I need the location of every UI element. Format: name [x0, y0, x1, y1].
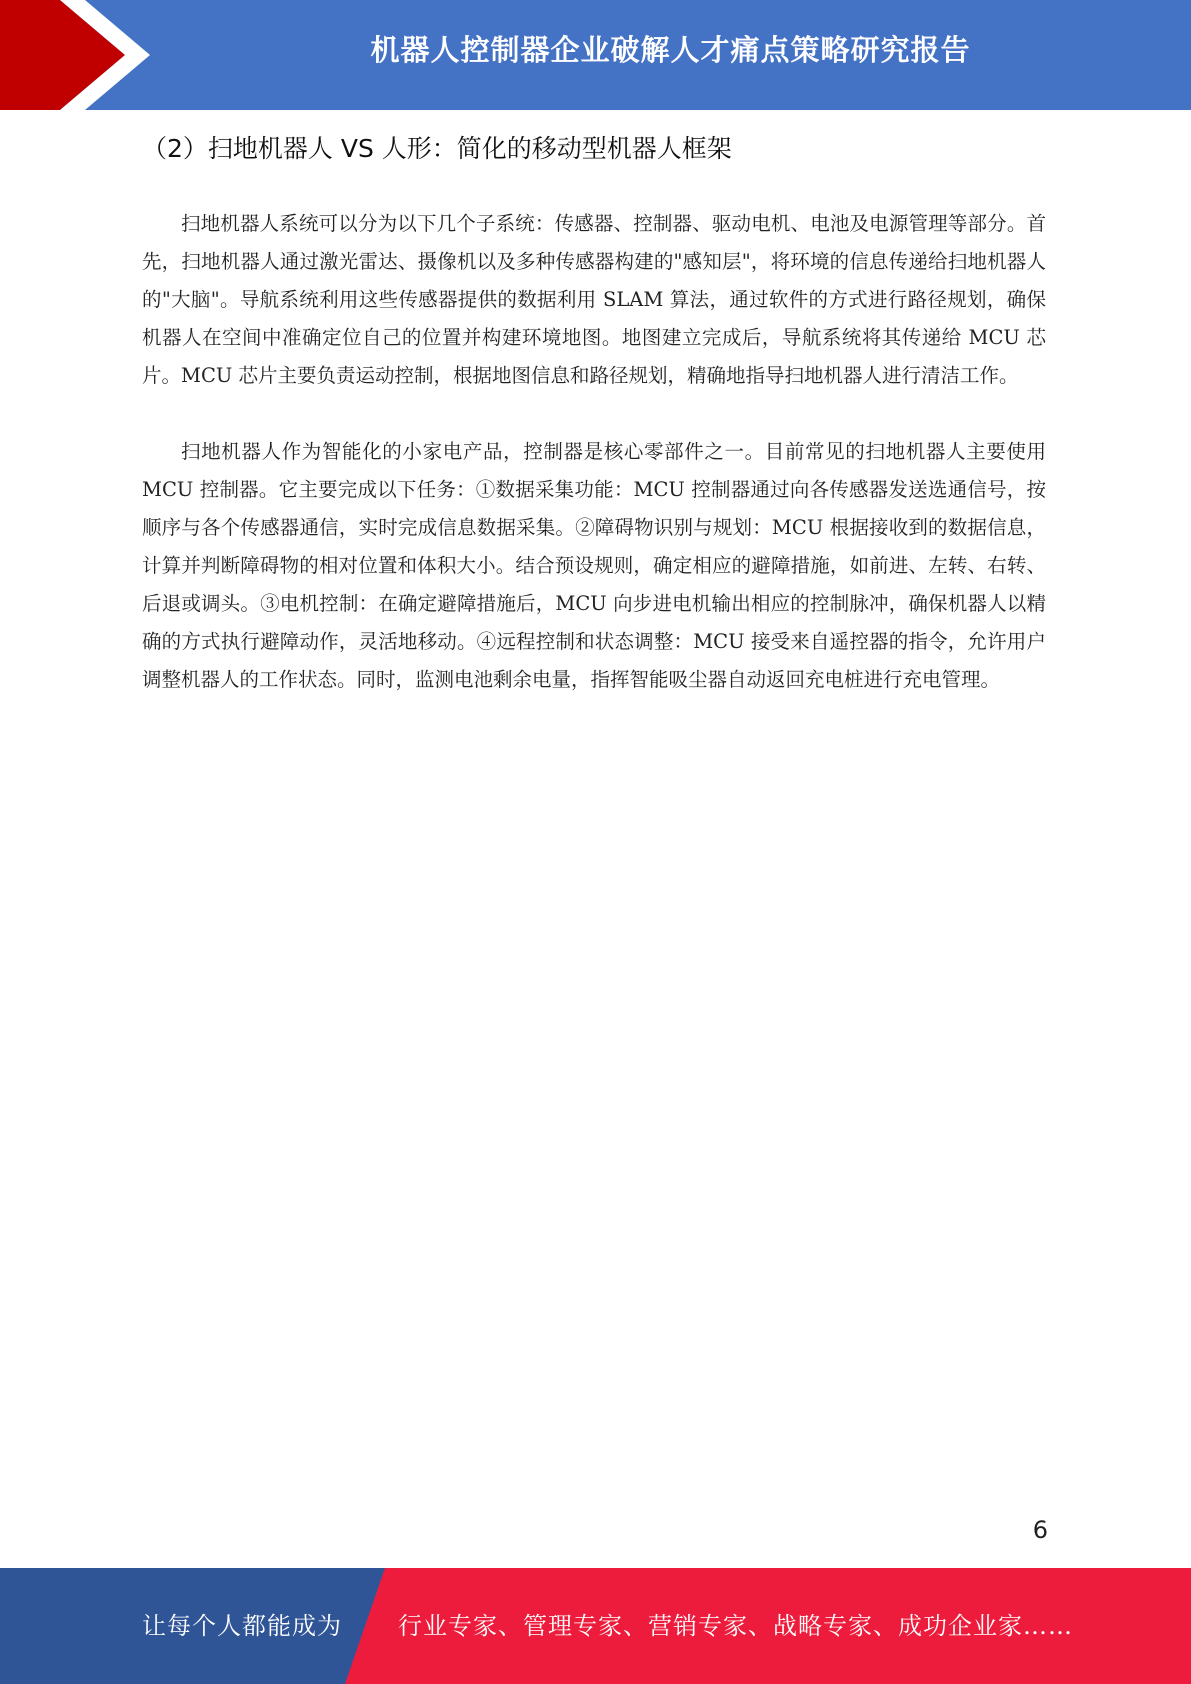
- footer-band: [0, 1568, 1191, 1684]
- footer-slogan-right: 行业专家、管理专家、营销专家、战略专家、成功企业家……: [398, 1612, 1073, 1640]
- paragraph: 扫地机器人作为智能化的小家电产品，控制器是核心零部件之一。目前常见的扫地机器人主要使用 MCU 控制器。它主要完成以下任务：①数据采集功能：MCU 控制器通过向各传感器发送选通信号，按顺序与各个传感器通信，实时完成信息数据采集。②障碍物识别与规划：MCU 根据接收到的数据信息，计算并判断障碍物的相对位置和体积大小。结合预设规则，确定相应的避障措施，如前进、左转、右转、后退或调头。③电机控制：在确定避障措施后，MCU 向步进电机输出相应的控制脉冲，确保机器人以精确的方式执行避障动作，灵活地移动。④远程控制和状态调整：MCU 接受来自遥控器的指令，允许用户调整机器人的工作状态。同时，监测电池剩余电量，指挥智能吸尘器自动返回充电桩进行充电管理。: [142, 440, 1046, 691]
- body-text: [142, 205, 1046, 737]
- header-chevron-icon: [0, 0, 160, 110]
- paragraph: 扫地机器人系统可以分为以下几个子系统：传感器、控制器、驱动电机、电池及电源管理等部分。首先，扫地机器人通过激光雷达、摄像机以及多种传感器构建的"感知层"，将环境的信息传递给扫地机器人的"大脑"。导航系统利用这些传感器提供的数据利用 SLAM 算法，通过软件的方式进行路径规划，确保机器人在空间中准确定位自己的位置并构建环境地图。地图建立完成后，导航系统将其传递给 MCU 芯片。MCU 芯片主要负责运动控制，根据地图信息和路径规划，精确地指导扫地机器人进行清洁工作。: [142, 212, 1046, 387]
- footer-slogan-left: 让每个人都能成为: [142, 1612, 342, 1640]
- report-title: 机器人控制器企业破解人才痛点策略研究报告: [370, 33, 971, 67]
- header-band: [0, 0, 1191, 110]
- section-heading: （2）扫地机器人 VS 人形：简化的移动型机器人框架: [142, 134, 732, 163]
- page-number: 6: [1032, 1516, 1048, 1544]
